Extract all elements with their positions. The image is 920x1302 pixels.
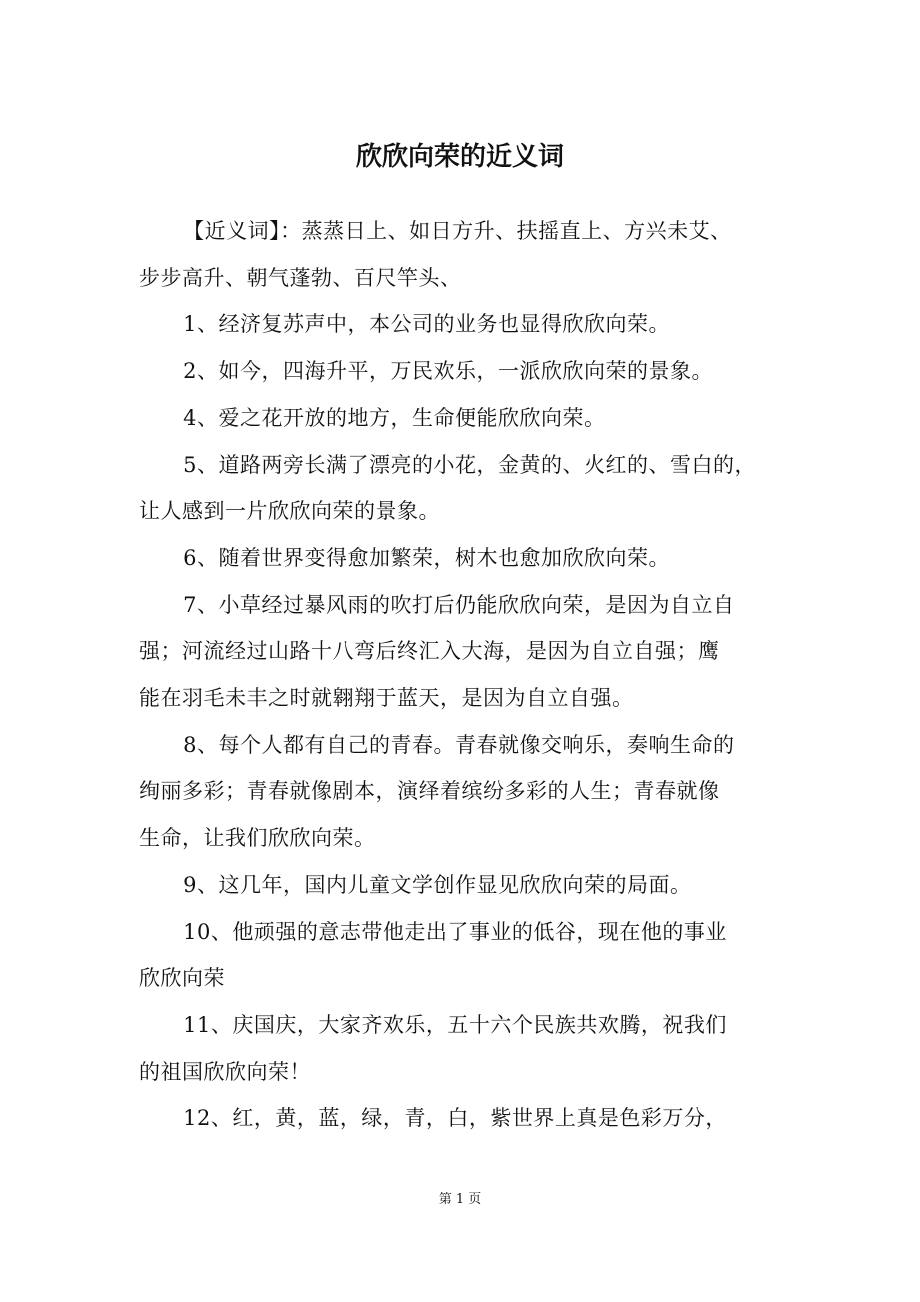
paragraph-example-11: 11、庆国庆，大家齐欢乐，五十六个民族共欢腾，祝我们 的祖国欣欣向荣！ [139, 1012, 727, 1084]
paragraph-example-6: 6、随着世界变得愈加繁荣，树木也愈加欣欣向荣。 [183, 545, 670, 570]
paragraph-example-12: 12、红，黄，蓝，绿，青，白，紫世界上真是色彩万分， [183, 1106, 727, 1131]
document-title: 欣欣向荣的近义词 [355, 142, 564, 172]
paragraph-example-4: 4、爱之花开放的地方，生命便能欣欣向荣。 [183, 405, 606, 430]
paragraph-example-9: 9、这几年，国内儿童文学创作显见欣欣向荣的局面。 [183, 872, 692, 897]
paragraph-example-1: 1、经济复苏声中，本公司的业务也显得欣欣向荣。 [183, 312, 670, 337]
document-body [139, 208, 789, 1142]
paragraph-example-7: 7、小草经过暴风雨的吹打后仍能欣欣向荣，是因为自立自 强；河流经过山路十八弯后终汇入大海，是因为自立自强；鹰 能在羽毛未丰之时就翱翔于蓝天，是因为自立自强。 [139, 592, 735, 711]
paragraph-example-2: 2、如今，四海升平，万民欢乐，一派欣欣向荣的景象。 [183, 359, 713, 384]
paragraph-example-8: 8、每个人都有自己的青春。青春就像交响乐，奏响生命的 绚丽多彩；青春就像剧本，演绎着缤纷多彩的人生；青春就像 生命，让我们欣欣向荣。 [139, 732, 735, 851]
paragraph-example-5: 5、道路两旁长满了漂亮的小花，金黄的、火红的、雪白的， 让人感到一片欣欣向荣的景象。 [139, 452, 756, 524]
paragraph-example-10: 10、他顽强的意志带他走出了事业的低谷，现在他的事业 欣欣向荣 [139, 919, 727, 991]
paragraph-synonyms: 【近义词】：蒸蒸日上、如日方升、扶摇直上、方兴未艾、 步步高升、朝气蓬勃、百尺竿头、 [139, 219, 732, 290]
page-number: 第 1 页 [438, 1192, 482, 1207]
